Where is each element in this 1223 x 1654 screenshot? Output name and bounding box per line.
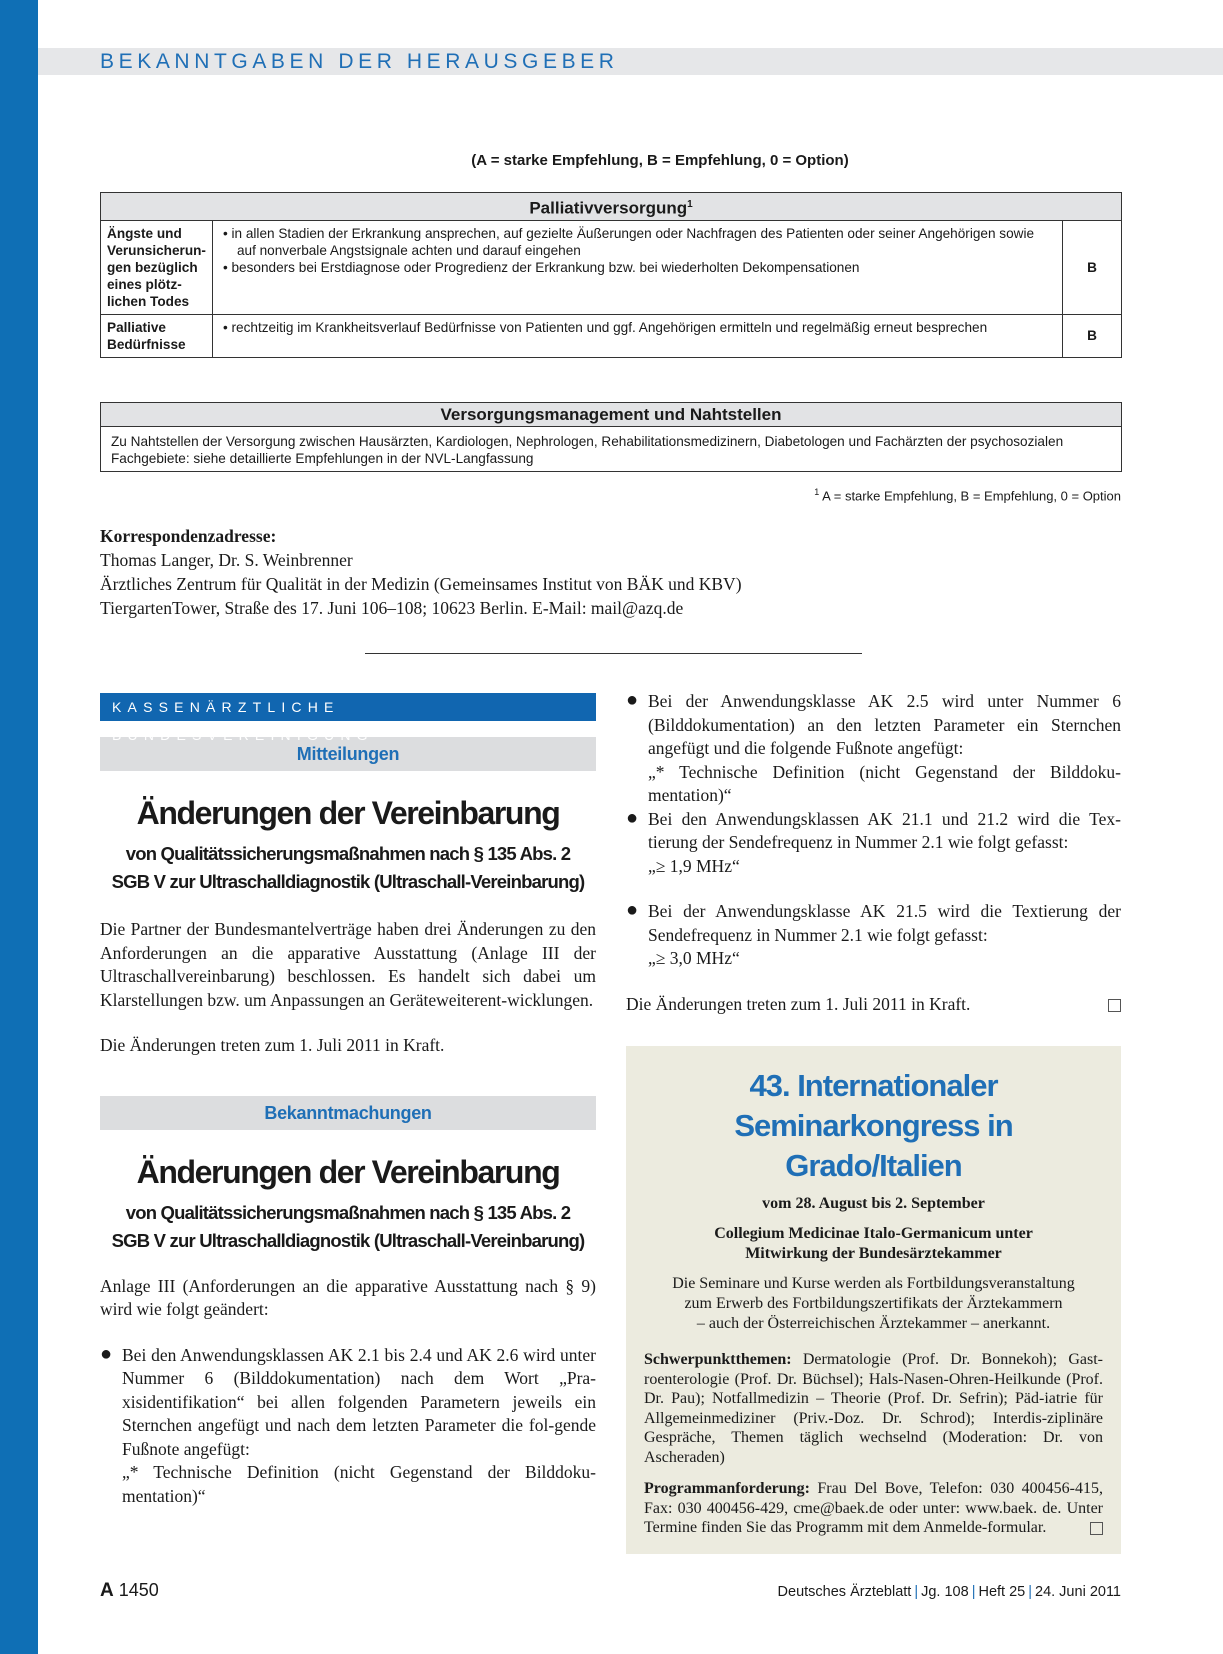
table-row [101, 220, 1122, 314]
palliative-care-table [100, 192, 1122, 358]
bullet-icon: ● [626, 806, 639, 829]
article-title: Änderungen der Vereinbarung [136, 795, 560, 831]
row-content [212, 314, 1062, 357]
journal-date: 24. Juni 2011 [1035, 1584, 1121, 1600]
table-title [101, 193, 1122, 221]
bekanntmachungen-band: Bekanntmachungen [100, 1096, 596, 1130]
article-subtitle-line: von Qualitätssicherungsmaßnahmen nach § 135 Abs. 2 [125, 843, 571, 864]
footnote-mark: 1 [814, 487, 820, 497]
article-paragraph: Anlage III (Anforderungen an die apparative Ausstattung nach § 9) wird wie folgt geändert: [100, 1275, 596, 1319]
amendment-list [100, 1344, 596, 1509]
correspondence-address [100, 524, 742, 620]
footer-separator: | [971, 1584, 976, 1600]
box-title: Versorgungsmanagement und Nahtstellen [101, 403, 1121, 427]
section-divider [365, 653, 862, 654]
list-item: • besonders bei Erstdiagnose oder Progredienz der Erkrankung bzw. bei wiederholten Dekompensationen [222, 259, 860, 275]
table-footnote [814, 487, 1121, 503]
event-organizer-line: Collegium Medicinae Italo-Germanicum unter [714, 1225, 1033, 1242]
article-closing-text: Die Änderungen treten zum 1. Juli 2011 in Kraft. [626, 993, 971, 1014]
event-description-line: zum Erwerb des Fortbildungszertifikats der Ärztekammern [684, 1295, 1063, 1312]
right-column [626, 690, 1121, 1554]
event-announcement-box [626, 1046, 1121, 1554]
table-title-text: Palliativversorgung [529, 198, 688, 218]
footer-separator: | [1028, 1584, 1032, 1600]
left-color-bar [0, 0, 38, 1654]
list-item-text: Bei den Anwendungsklassen AK 21.1 und 21.2 wird die Tex-tierung der Sendefrequenz in Nummer 2.1 wie folgt gefasst: [648, 808, 1121, 852]
event-title-line: Seminarkongress in Grado/Italien [734, 1108, 1013, 1183]
event-organizer [644, 1224, 1103, 1264]
article-subtitle [100, 840, 596, 896]
event-program-text: Frau Del Bove, Telefon: 030 400456-415, Fax: 030 400456-429, cme@baek.de oder unter: www.baek. de. Unter Termine finden Sie das Programm mit dem Anmelde-formular. [644, 1480, 1103, 1536]
correspondence-line: Thomas Langer, Dr. S. Weinbrenner [100, 550, 353, 570]
page-number-value: 1450 [118, 1580, 159, 1600]
box-body: Zu Nahtstellen der Versorgung zwischen Hausärzten, Kardiologen, Nephrologen, Rehabilitationsmedizinern, Diabetologen und Fachärzten der psychosozialen Fachgebiete: siehe detaillierte Empfehlungen in der NVL-Langfassung [111, 434, 1064, 466]
event-organizer-line: Mitwirkung der Bundesärztekammer [745, 1245, 1002, 1262]
left-column [100, 693, 596, 1508]
correspondence-label: Korrespondenzadresse: [100, 526, 277, 546]
table-title-footnote-mark: 1 [687, 199, 693, 210]
article-paragraph: Die Änderungen treten zum 1. Juli 2011 in Kraft. [100, 1035, 445, 1055]
list-item [626, 900, 1121, 971]
row-content [212, 220, 1062, 314]
article-closing [626, 993, 1121, 1017]
list-item-text: in allen Stadien der Erkrankung ansprechen, auf gezielte Äußerungen oder Nachfragen des Patienten oder seiner Angehörigen sowie auf nonverbale Angstsignale achten und darauf eingehen [231, 225, 1035, 258]
article-subtitle-line: SGB V zur Ultraschalldiagnostik (Ultraschall-Vereinbarung) [111, 871, 585, 892]
bullet-icon: ● [626, 689, 639, 711]
footnote-text: A = starke Empfehlung, B = Empfehlung, 0 = Option [822, 488, 1121, 504]
event-topics-label: Schwerpunktthemen: [644, 1351, 792, 1368]
list-item [626, 808, 1121, 879]
article-subtitle-line: SGB V zur Ultraschalldiagnostik (Ultraschall-Vereinbarung) [111, 1229, 585, 1251]
event-description [644, 1274, 1103, 1334]
end-of-article-icon [1090, 1522, 1103, 1535]
event-dates: vom 28. August bis 2. September [762, 1195, 985, 1212]
bullet-icon: ● [100, 1342, 113, 1365]
list-item-text: Bei den Anwendungsklassen AK 2.1 bis 2.4 und AK 2.6 wird unter Nummer 6 (Bilddokumentation) nach dem Wort „Pra-xisidentifikation“ bei allen folgenden Parametern jeweils ein Sternchen angefügt und nach dem letzten Parameter die fol-gende Fußnote angefügt: [122, 1344, 596, 1459]
journal-issue: Heft 25 [978, 1584, 1026, 1600]
journal-info [778, 1584, 1121, 1600]
event-title-line: 43. Internationaler [749, 1068, 998, 1103]
amendment-list-continued [626, 690, 1121, 971]
event-topics-text: Dermatologie (Prof. Dr. Bonnekoh); Gast-roenterologie (Prof. Dr. Büchsel); Hals-Nasen-Ohren-Heilkunde (Prof. Dr. Pau); Notfallmedizin – Theorie (Prof. Dr. Sefrin); Päd-iatrie für Allgemeinmediziner (Priv.-Doz. Dr. Schrod); Interdis-ziplinäre Gespräche, Themen täglich wechselnd (Moderation: Dr. von Ascheraden) [644, 1351, 1103, 1466]
event-description-line: – auch der Österreichischen Ärztekammer – anerkannt. [696, 1315, 1051, 1332]
end-of-article-icon [1108, 999, 1121, 1012]
list-item-text: rechtzeitig im Krankheitsverlauf Bedürfnisse von Patienten und ggf. Angehörigen ermitteln und regelmäßig erneut besprechen [231, 319, 988, 335]
list-item-quote: „* Technische Definition (nicht Gegenstand der Bilddoku-mentation)“ [122, 1462, 596, 1506]
kbv-section-band: KASSENÄRZTLICHE BUNDESVEREINIGUNG [100, 693, 596, 721]
journal-name: Deutsches Ärzteblatt [777, 1584, 912, 1600]
event-program-label: Programmanforderung: [644, 1480, 810, 1497]
list-item-quote: „≥ 3,0 MHz“ [648, 948, 740, 968]
row-topic: Palliative Bedürfnisse [101, 314, 213, 357]
row-grade: B [1063, 220, 1122, 314]
row-grade: B [1063, 314, 1122, 357]
article-title: Änderungen der Vereinbarung [136, 1153, 560, 1190]
list-item-quote: „≥ 1,9 MHz“ [648, 855, 740, 876]
section-header-title: BEKANNTGABEN DER HERAUSGEBER [100, 50, 619, 73]
event-description-line: Die Seminare und Kurse werden als Fortbildungsveranstaltung [672, 1275, 1075, 1292]
grade-legend: (A = starke Empfehlung, B = Empfehlung, 0 = Option) [471, 152, 849, 169]
event-title [644, 1066, 1103, 1186]
list-item [626, 690, 1121, 808]
correspondence-line: TiergartenTower, Straße des 17. Juni 106–108; 10623 Berlin. E-Mail: mail@azq.de [100, 598, 684, 618]
list-item [100, 1344, 596, 1509]
page-number [100, 1580, 159, 1602]
article-subtitle [100, 1199, 596, 1255]
page-prefix: A [100, 1580, 114, 1601]
care-management-box [100, 402, 1122, 472]
list-item-text: besonders bei Erstdiagnose oder Progredienz der Erkrankung bzw. bei wiederholten Dekompensationen [231, 259, 860, 275]
event-program-request [644, 1479, 1103, 1538]
article-subtitle-line: von Qualitätssicherungsmaßnahmen nach § 135 Abs. 2 [125, 1201, 571, 1223]
list-item-text: Bei der Anwendungsklasse AK 21.5 wird die Textierung der Sendefrequenz in Nummer 2.1 wie folgt gefasst: [648, 901, 1121, 945]
article-paragraph: Die Partner der Bundesmantelverträge haben drei Änderungen zu den Anforderungen an die apparative Ausstattung (Anlage III der Ultraschallvereinbarung) beschlossen. Es handelt sich dabei um Klarstellungen bzw. um Anpassungen an Geräteweiterent-wicklungen. [100, 919, 596, 1010]
mitteilungen-band: Mitteilungen [100, 737, 596, 771]
list-item: • rechtzeitig im Krankheitsverlauf Bedürfnisse von Patienten und ggf. Angehörigen ermitteln und regelmäßig erneut besprechen [222, 319, 988, 335]
list-item-quote: „* Technische Definition (nicht Gegenstand der Bilddoku-mentation)“ [648, 761, 1121, 805]
table-row [101, 314, 1122, 357]
footer-separator: | [914, 1584, 919, 1600]
journal-volume: Jg. 108 [921, 1584, 969, 1600]
list-item-text: Bei der Anwendungsklasse AK 2.5 wird unter Nummer 6 (Bilddokumentation) an den letzten Parameter ein Sternchen angefügt und die folgende Fußnote angefügt: [648, 691, 1121, 758]
correspondence-line: Ärztliches Zentrum für Qualität in der Medizin (Gemeinsames Institut von BÄK und KBV) [100, 574, 742, 594]
event-topics [644, 1350, 1103, 1467]
row-topic: Ängste und Verunsicherun-gen bezüglich eines plötz-lichen Todes [101, 220, 213, 314]
bullet-icon: ● [626, 899, 639, 921]
list-item: • in allen Stadien der Erkrankung ansprechen, auf gezielte Äußerungen oder Nachfragen des Patienten oder seiner Angehörigen sowie auf nonverbale Angstsignale achten und darauf eingehen [222, 225, 1035, 258]
